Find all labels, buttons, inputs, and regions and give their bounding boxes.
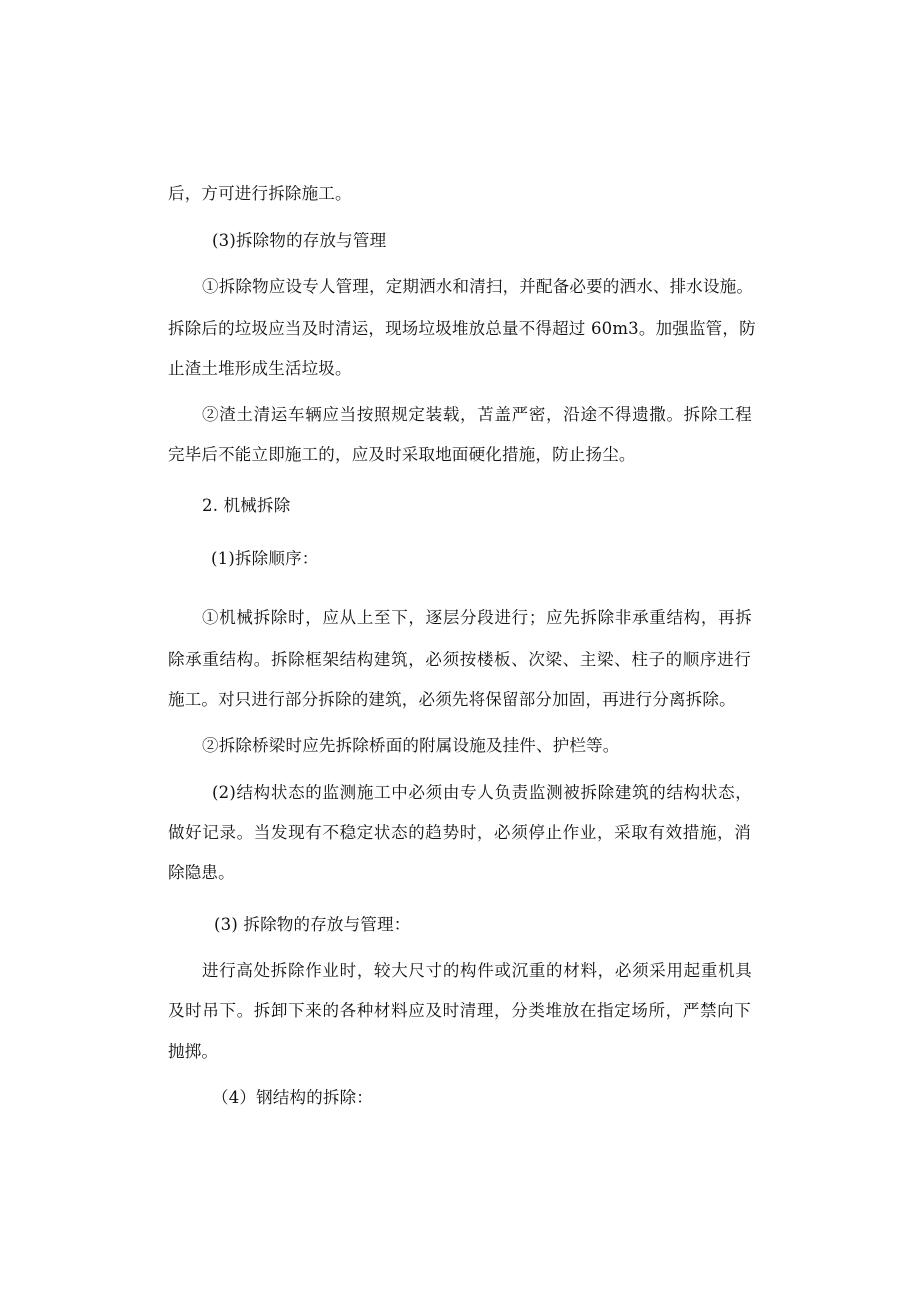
- paragraph-line: 除隐患。: [168, 863, 235, 882]
- paragraph-line: 进行高处拆除作业时，较大尺寸的构件或沉重的材料，必须采用起重机具: [202, 961, 752, 980]
- paragraph-line: 拆除后的垃圾应当及时清运，现场垃圾堆放总量不得超过 60m3。加强监管，防: [168, 319, 756, 338]
- paragraph-line: ①拆除物应设专人管理，定期洒水和清扫，并配备必要的洒水、排水设施。: [202, 277, 754, 296]
- paragraph-line: 及时吊下。拆卸下来的各种材料应及时清理，分类堆放在指定场所，严禁向下: [168, 1001, 751, 1020]
- subsection-heading: （4）钢结构的拆除：: [212, 1088, 373, 1107]
- subsection-heading: (1)拆除顺序：: [211, 549, 319, 568]
- paragraph-line: 抛掷。: [168, 1042, 219, 1061]
- paragraph-line: 止渣土堆形成生活垃圾。: [168, 359, 352, 378]
- paragraph-line: 施工。对只进行部分拆除的建筑，必须先将保留部分加固，再进行分离拆除。: [168, 690, 736, 709]
- paragraph-line: ①机械拆除时，应从上至下，逐层分段进行；应先拆除非承重结构，再拆: [202, 608, 752, 627]
- paragraph-line: ②渣土清运车辆应当按照规定装载，苫盖严密，沿途不得遗撒。拆除工程: [202, 405, 752, 424]
- subsection-heading: (3) 拆除物的存放与管理：: [214, 915, 411, 934]
- paragraph-line: 后，方可进行拆除施工。: [168, 184, 352, 203]
- paragraph-line: ②拆除桥梁时应先拆除桥面的附属设施及挂件、护栏等。: [202, 736, 620, 755]
- paragraph-line: 除承重结构。拆除框架结构建筑，必须按楼板、次梁、主梁、柱子的顺序进行: [168, 650, 751, 669]
- paragraph-line: (2)结构状态的监测施工中必须由专人负责监测被拆除建筑的结构状态，: [212, 783, 752, 802]
- paragraph-line: 做好记录。当发现有不稳定状态的趋势时，必须停止作业，采取有效措施，消: [168, 823, 751, 842]
- paragraph-line: 完毕后不能立即施工的，应及时采取地面硬化措施，防止扬尘。: [168, 445, 636, 464]
- section-heading: (3)拆除物的存放与管理: [212, 231, 387, 250]
- section-heading: 2. 机械拆除: [202, 496, 291, 515]
